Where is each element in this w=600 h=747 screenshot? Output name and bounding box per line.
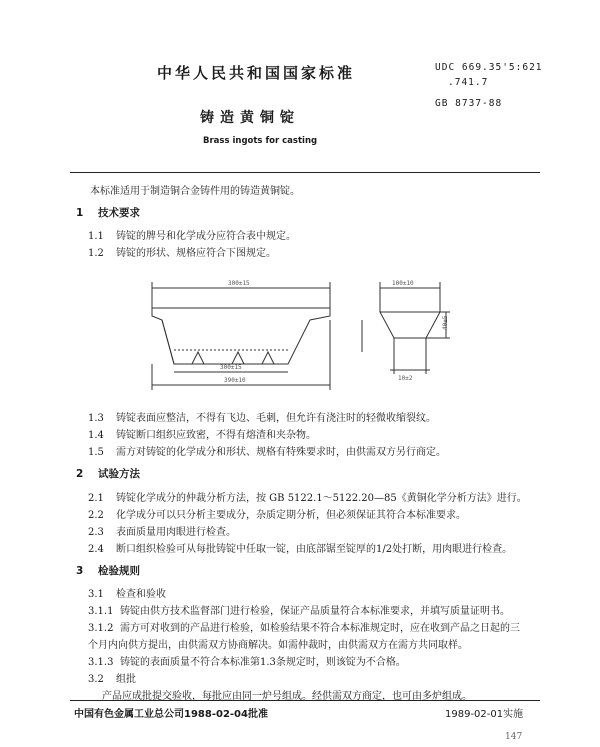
approval-line: 中国有色金属工业总公司1988-02-04批准: [74, 709, 268, 720]
ingot-side-profile: [380, 312, 440, 338]
section-3-heading: [76, 563, 140, 578]
clause-1-3: [88, 409, 436, 424]
clause-number: 1.4: [88, 430, 104, 441]
section-title: 试验方法: [98, 468, 140, 480]
clause-2-3: [88, 523, 236, 538]
section-1-heading: [76, 205, 140, 220]
clause-3-2: [88, 670, 136, 685]
standard-org-title: 中华人民共和国国家标准: [157, 64, 356, 82]
clause-2-2: [88, 506, 466, 521]
clause-2-1: [88, 489, 527, 504]
udc-code-line2: .741.7: [448, 77, 489, 88]
clause-number: 3.1.2: [88, 623, 114, 634]
dim-side-height-label: 40±5: [442, 315, 449, 330]
page-number: 147: [505, 732, 523, 742]
clause-3-1-3: [88, 653, 406, 668]
dim-top-label: 300±15: [228, 280, 250, 287]
section-2-heading: [76, 466, 140, 481]
ingot-profile: [152, 308, 330, 364]
dim-side-base-label: 10±2: [398, 375, 413, 382]
clause-text: 铸锭的表面质量不符合本标准第1.3条规定时，则该锭为不合格。: [120, 657, 406, 668]
clause-text: 铸锭断口组织应致密，不得有熔渣和夹杂物。: [116, 430, 316, 441]
clause-2-4: [88, 540, 512, 555]
dim-side-top-label: 100±10: [392, 280, 414, 287]
clause-number: 2.2: [88, 510, 104, 521]
section-number: 2: [76, 468, 84, 480]
clause-number: 1.1: [88, 231, 104, 242]
clause-text: 断口组织检验可从每批铸锭中任取一锭，由底部锯至锭厚的1/2处打断，用肉眼进行检查。: [116, 544, 513, 555]
clause-3-1-2: [88, 619, 520, 634]
clause-number: 1.5: [88, 447, 104, 458]
section-number: 1: [76, 207, 84, 219]
clause-text: 铸锭表面应整洁，不得有飞边、毛刺，但允许有浇注时的轻微收缩裂纹。: [116, 413, 436, 424]
footer-divider: [70, 700, 540, 701]
dim-bottom-label: 390±10: [224, 377, 246, 384]
clause-1-2: [88, 244, 276, 259]
clause-text: 铸锭的牌号和化学成分应符合表中规定。: [116, 231, 296, 242]
clause-text: 检查和验收: [116, 589, 166, 600]
clause-number: 1.3: [88, 413, 104, 424]
section-title: 技术要求: [98, 207, 140, 219]
header-divider: [70, 172, 540, 173]
clause-number: 1.2: [88, 248, 104, 259]
dim-inner-label: 300±15: [220, 364, 242, 371]
clause-number: 3.1.3: [88, 657, 114, 668]
intro-paragraph: 本标准适用于制造铜合金铸件用的铸造黄铜锭。: [90, 186, 300, 197]
udc-code-line1: UDC 669.35'5:621: [435, 62, 543, 73]
clause-1-1: [88, 227, 296, 242]
clause-text: 组批: [116, 674, 136, 685]
ingot-drawing: [140, 268, 460, 398]
clause-3-1: [88, 585, 166, 600]
document-title-english: Brass ingots for casting: [203, 136, 318, 146]
clause-1-5: [88, 443, 446, 458]
clause-number: 3.1: [88, 589, 104, 600]
clause-1-4: [88, 426, 316, 441]
clause-text: 铸锭的形状、规格应符合下图规定。: [116, 248, 276, 259]
clause-number: 2.1: [88, 493, 104, 504]
clause-3-1-1: [88, 602, 510, 617]
clause-number: 2.4: [88, 544, 104, 555]
effective-date: 1989-02-01实施: [445, 709, 524, 720]
clause-text: 需方对铸锭的化学成分和形状、规格有特殊要求时，由供需双方另行商定。: [116, 447, 446, 458]
clause-number: 3.2: [88, 674, 104, 685]
clause-text: 需方可对收到的产品进行检验，如检验结果不符合本标准规定时，应在收到产品之日起的三: [120, 623, 520, 634]
clause-text: 化学成分可以只分析主要成分，杂质定期分析，但必须保证其符合本标准要求。: [116, 510, 466, 521]
clause-number: 3.1.1: [88, 606, 114, 617]
clause-3-1-2-cont: [88, 636, 468, 651]
clause-text: 表面质量用肉眼进行检查。: [116, 527, 236, 538]
clause-number: 2.3: [88, 527, 104, 538]
clause-text: 产品应成批提交验收，每批应由同一炉号组成。经供需双方商定，也可由多炉组成。: [102, 691, 472, 702]
section-number: 3: [76, 565, 84, 577]
gb-number: GB 8737-88: [435, 98, 503, 109]
clause-text: 铸锭由供方技术监督部门进行检验，保证产品质量符合本标准要求，并填写质量证明书。: [120, 606, 510, 617]
clause-text: 个月内向供方提出，由供需双方协商解决。如需仲裁时，由供需双方在需方共同取样。: [88, 640, 468, 651]
clause-text: 铸锭化学成分的仲裁分析方法，按 GB 5122.1～5122.20—85《黄铜化学分析方法》进行。: [116, 493, 527, 504]
section-title: 检验规则: [98, 565, 140, 577]
document-title: 铸造黄铜锭: [200, 110, 300, 126]
